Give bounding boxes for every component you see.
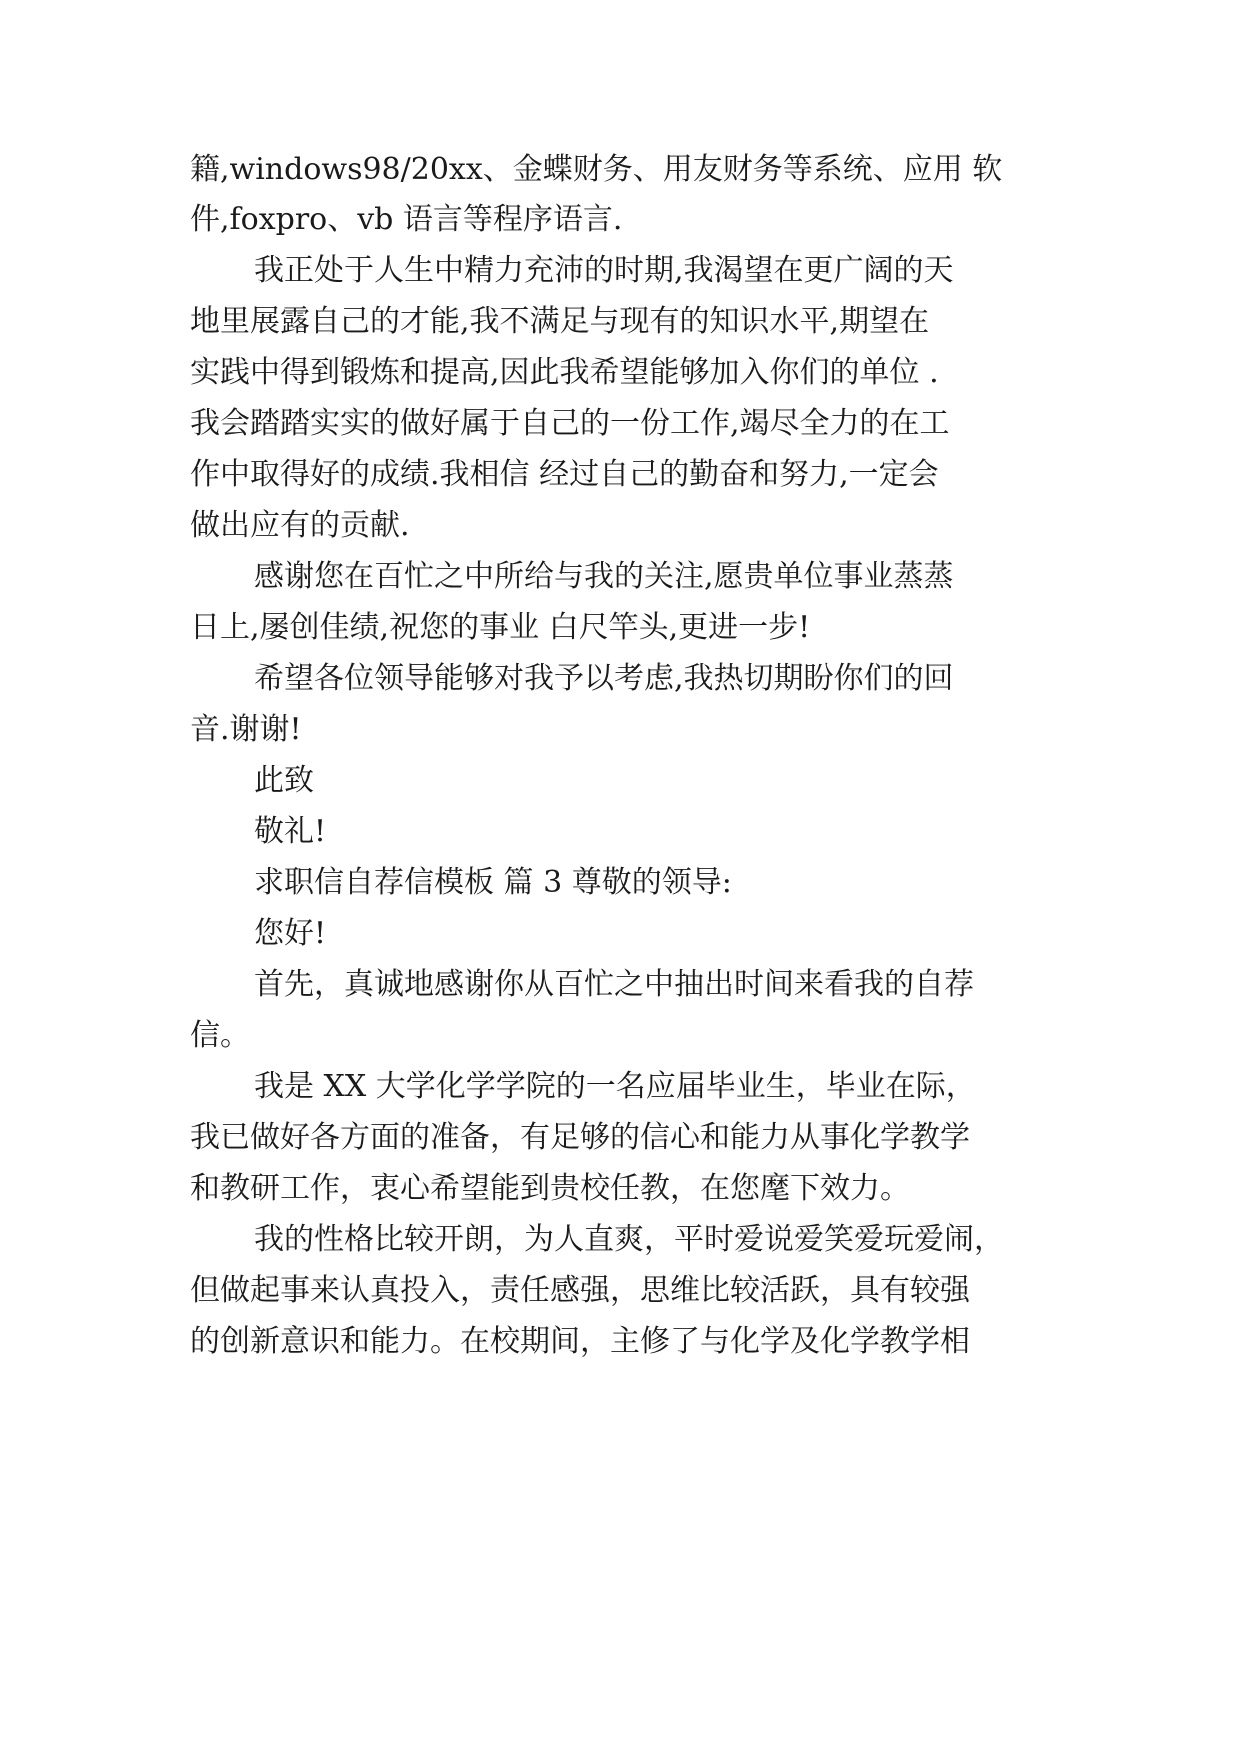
text-line: 音.谢谢! — [190, 712, 302, 747]
paragraph-start-line: 首先，真诚地感谢你从百忙之中抽出时间来看我的自荐 — [254, 967, 974, 1002]
text-line: 作中取得好的成绩.我相信 经过自己的勤奋和努力,一定会 — [190, 457, 939, 492]
paragraph-start-line: 希望各位领导能够对我予以考虑,我热切期盼你们的回 — [254, 661, 954, 696]
paragraph-start-line: 我是 XX 大学化学学院的一名应届毕业生，毕业在际， — [254, 1069, 976, 1104]
paragraph-start-line: 感谢您在百忙之中所给与我的关注,愿贵单位事业蒸蒸 — [254, 559, 954, 594]
paragraph-start-line: 我的性格比较开朗，为人直爽，平时爱说爱笑爱玩爱闹， — [254, 1222, 1004, 1257]
closing-line: 此致 — [254, 763, 314, 798]
paragraph-start-line: 我正处于人生中精力充沛的时期,我渴望在更广阔的天 — [254, 253, 954, 288]
text-line: 实践中得到锻炼和提高,因此我希望能够加入你们的单位 . — [190, 355, 939, 390]
text-line: 地里展露自己的才能,我不满足与现有的知识水平,期望在 — [190, 304, 930, 339]
text-line: 信。 — [190, 1018, 250, 1053]
text-line: 籍,windows98/20xx、金蝶财务、用友财务等系统、应用 软 — [190, 152, 1003, 187]
text-line: 做出应有的贡献. — [190, 508, 410, 543]
text-line: 的创新意识和能力。在校期间，主修了与化学及化学教学相 — [190, 1324, 970, 1359]
section-heading: 求职信自荐信模板 篇 3 尊敬的领导: — [254, 865, 732, 900]
text-line: 日上,屡创佳绩,祝您的事业 白尺竿头,更进一步! — [190, 610, 811, 645]
greeting-line: 您好! — [254, 916, 327, 951]
closing-line: 敬礼! — [254, 814, 327, 849]
text-line: 我已做好各方面的准备，有足够的信心和能力从事化学教学 — [190, 1120, 970, 1155]
text-line: 和教研工作，衷心希望能到贵校任教，在您麾下效力。 — [190, 1171, 910, 1206]
text-line: 但做起事来认真投入，责任感强，思维比较活跃，具有较强 — [190, 1273, 970, 1308]
text-line: 我会踏踏实实的做好属于自己的一份工作,竭尽全力的在工 — [190, 406, 950, 441]
text-line: 件,foxpro、vb 语言等程序语言. — [190, 202, 623, 237]
